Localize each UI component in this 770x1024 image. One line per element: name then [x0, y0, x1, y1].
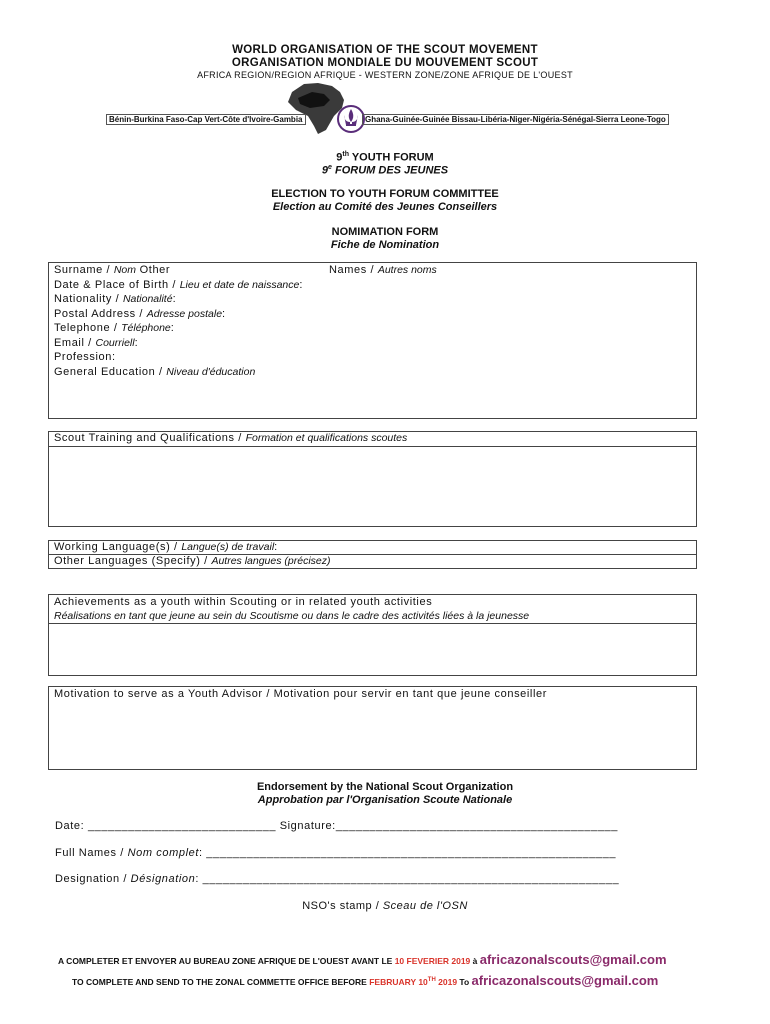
org-title-fr: ORGANISATION MONDIALE DU MOUVEMENT SCOUT — [231, 57, 539, 69]
dob-field[interactable]: Date & Place of Birth / Lieu et date de naissance: — [54, 279, 304, 291]
surname-field[interactable]: Surname / Nom Other — [54, 264, 171, 276]
forum-title-fr: 9e FORUM DES JEUNES — [321, 164, 449, 177]
email-field[interactable]: Email / Courriell: — [54, 337, 139, 349]
forum-title-en: 9th YOUTH FORUM — [336, 151, 434, 164]
motivation-label: Motivation to serve as a Youth Advisor / Motivation pour servir en tant que jeune conseiller — [54, 688, 548, 700]
names-field[interactable]: Names / Autres noms — [329, 264, 437, 276]
nationality-field[interactable]: Nationality / Nationalité: — [54, 293, 177, 305]
training-label: Scout Training and Qualifications / Formation et qualifications scoutes — [54, 432, 408, 444]
telephone-field[interactable]: Telephone / Téléphone: — [54, 322, 175, 334]
footer-en: TO COMPLETE AND SEND TO THE ZONAL COMMETTE OFFICE BEFORE FEBRUARY 10TH 2019 To africazonalscouts@gmail.com — [72, 973, 659, 988]
designation-line[interactable]: Designation / Désignation: ______________________________________________________________ — [55, 873, 620, 885]
other-languages-field[interactable]: Other Languages (Specify) / Autres langues (précisez) — [54, 555, 331, 567]
profession-field[interactable]: Profession: — [54, 351, 116, 363]
countries-right: Ghana-Guinée-Guinée Bissau-Libéria-Niger-Nigéria-Sénégal-Sierra Leone-Togo — [362, 114, 669, 125]
footer-en-email-link[interactable]: africazonalscouts@gmail.com — [471, 973, 659, 988]
countries-left: Bénin-Burkina Faso-Cap Vert-Côte d'Ivoire-Gambia — [106, 114, 306, 125]
date-signature-line[interactable]: Date: ____________________________ Signature:__________________________________________ — [55, 820, 618, 832]
nso-stamp-label: NSO's stamp / Sceau de l'OSN — [302, 900, 468, 912]
achievements-label-en: Achievements as a youth within Scouting or in related youth activities — [54, 596, 433, 608]
org-region: AFRICA REGION/REGION AFRIQUE - WESTERN ZONE/ZONE AFRIQUE DE L'OUEST — [197, 70, 573, 80]
nomination-title-en: NOMIMATION FORM — [331, 226, 439, 238]
endorsement-title-fr: Approbation par l'Organisation Scoute Nationale — [257, 794, 513, 806]
election-title-fr: Election au Comité des Jeunes Conseillers — [272, 201, 498, 213]
footer-fr: A COMPLETER ET ENVOYER AU BUREAU ZONE AFRIQUE DE L'OUEST AVANT LE 10 FEVERIER 2019 à africazonalscouts@gmail.com — [58, 952, 667, 967]
endorsement-title-en: Endorsement by the National Scout Organization — [256, 781, 514, 793]
footer-fr-email-link[interactable]: africazonalscouts@gmail.com — [479, 952, 667, 967]
nomination-title-fr: Fiche de Nomination — [330, 239, 440, 251]
education-field[interactable]: General Education / Niveau d'éducation — [54, 366, 256, 378]
working-language-field[interactable]: Working Language(s) / Langue(s) de travail: — [54, 541, 278, 553]
full-names-line[interactable]: Full Names / Nom complet: _____________________________________________________________ — [55, 847, 617, 859]
postal-address-field[interactable]: Postal Address / Adresse postale: — [54, 308, 226, 320]
achievements-divider — [48, 623, 697, 624]
training-divider — [48, 446, 697, 447]
achievements-label-fr: Réalisations en tant que jeune au sein du Scoutisme ou dans le cadre des activités liées à la jeunesse — [54, 610, 530, 622]
election-title-en: ELECTION TO YOUTH FORUM COMMITTEE — [271, 188, 499, 200]
org-title-en: WORLD ORGANISATION OF THE SCOUT MOVEMENT — [232, 44, 538, 56]
